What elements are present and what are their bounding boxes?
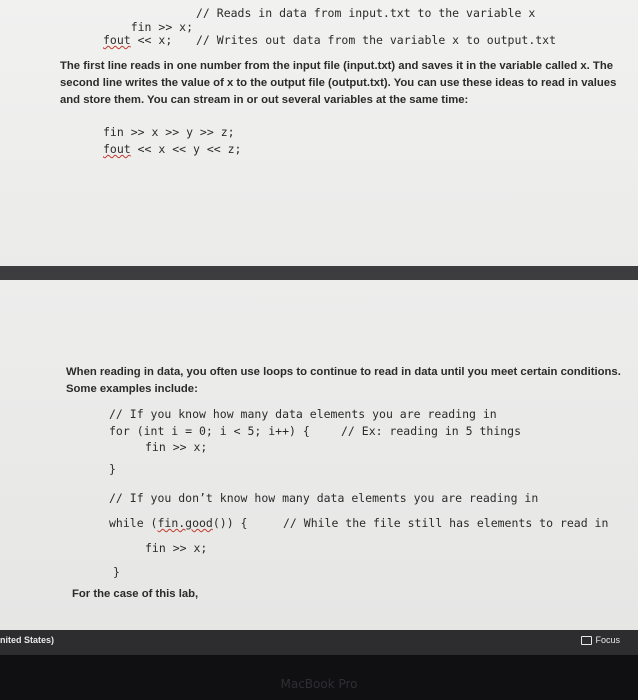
paragraph-lab-case: For the case of this lab,	[72, 588, 199, 600]
language-indicator[interactable]: nited States)	[0, 635, 55, 645]
code-comment: // While the file still has elements to read in	[283, 516, 609, 530]
code-comment: // Reads in data from input.txt to the variable x	[196, 6, 536, 20]
focus-label: Focus	[595, 635, 620, 645]
paragraph-file-io: The first line reads in one number from the input file (input.txt) and saves it in the variable called x. The second line writes the value of x to the output file (output.txt). You can use these ideas to read in values and store them. You can stream in or out several variables at the same time:	[60, 60, 617, 106]
code-closing-brace: }	[109, 462, 116, 476]
page-separator	[0, 266, 638, 280]
brand-label: MacBook Pro	[280, 677, 358, 691]
document-page-1	[0, 0, 638, 266]
code-line-fin-xyz: fin >> x >> y >> z;	[103, 125, 235, 139]
code-comment: // If you don’t know how many data elements you are reading in	[109, 491, 539, 505]
code-fin-read: fin >> x;	[145, 440, 208, 454]
code-comment: // If you know how many data elements you are reading in	[109, 407, 497, 421]
status-bar	[0, 630, 638, 655]
code-identifier: fout	[103, 142, 131, 156]
code-fin-read: fin >> x;	[145, 541, 208, 555]
code-statement: fin >> x;	[130, 20, 194, 34]
focus-icon	[581, 636, 592, 645]
code-for-loop: for (int i = 0; i < 5; i++) {	[109, 424, 310, 438]
code-statement: << x;	[130, 33, 173, 47]
code-while-loop	[109, 516, 247, 530]
code-statement: << x << y << z;	[130, 142, 242, 156]
laptop-bezel	[0, 655, 638, 700]
code-identifier: fin.good	[157, 516, 213, 530]
paragraph-loops: When reading in data, you often use loops to continue to read in data until you meet certain conditions. Some examples include:	[66, 366, 621, 395]
code-statement: ()) {	[212, 516, 248, 530]
code-statement: while (	[109, 516, 158, 530]
code-comment: // Ex: reading in 5 things	[341, 424, 522, 438]
code-line-fout-x	[103, 33, 172, 47]
document-page-2	[0, 280, 638, 630]
code-closing-brace: }	[113, 565, 120, 579]
code-comment: // Writes out data from the variable x to output.txt	[196, 33, 557, 47]
code-identifier: fout	[103, 33, 131, 47]
focus-button[interactable]	[581, 635, 620, 645]
code-line-fout-xyz	[103, 142, 241, 156]
